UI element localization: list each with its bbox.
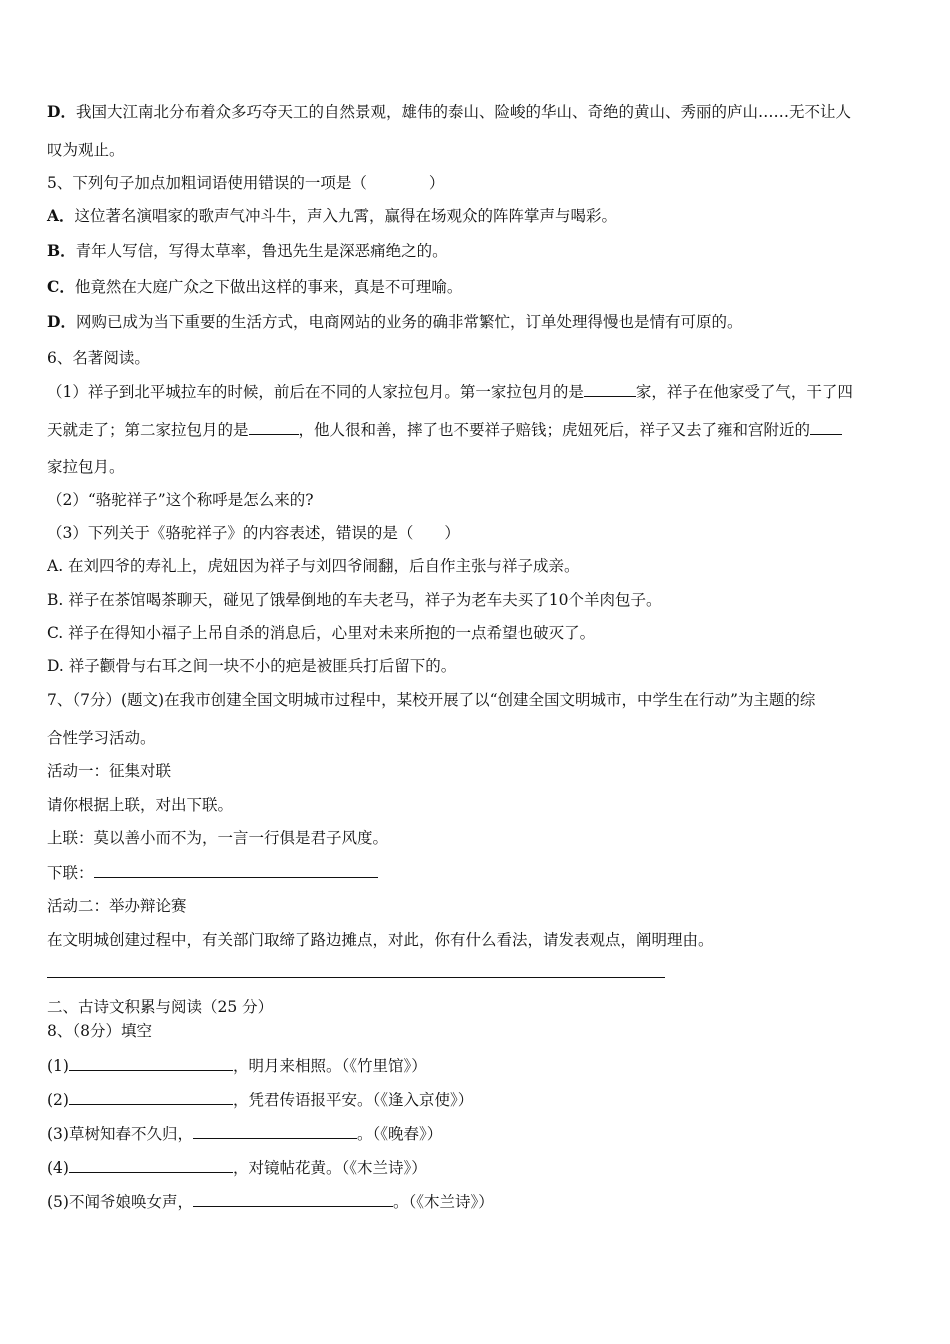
q8-stem: 8、（8分）填空: [47, 1022, 152, 1040]
answer-blank[interactable]: [810, 418, 842, 435]
q6-option-d: D. 祥子颧骨与右耳之间一块不小的疤是被匪兵打后留下的。: [47, 657, 457, 675]
q8-item-text: 。（《晚春》）: [356, 1125, 443, 1143]
q7-lower-label: 下联：: [47, 864, 94, 882]
q5-option-a-label: A．: [47, 206, 75, 225]
q8-item-3: [47, 1122, 442, 1145]
q8-item-2: [47, 1088, 473, 1111]
q6-part1-line2: [47, 418, 842, 441]
q6-stem: 6、名著阅读。: [47, 349, 150, 367]
q6-option-b: B. 祥子在茶馆喝茶聊天，碰见了饿晕倒地的车夫老马，祥子为老车夫买了10个羊肉包子。: [47, 591, 662, 609]
q8-item-number: (2): [47, 1091, 69, 1109]
q6-option-c: C. 祥子在得知小福子上吊自杀的消息后，心里对未来所抱的一点希望也破灭了。: [47, 624, 596, 642]
q5-option-c: [47, 276, 462, 298]
q7-lower-couplet: [47, 861, 378, 884]
q8-item-number: (3): [47, 1125, 69, 1143]
q6-part1-text-a: （1）祥子到北平城拉车的时候，前后在不同的人家拉包月。第一家拉包月的是: [47, 383, 584, 401]
q4-option-d: [47, 101, 851, 123]
q8-item-text: ，对镜帖花黄。（《木兰诗》）: [232, 1159, 427, 1177]
q8-item-prefix: 不闻爷娘唤女声，: [68, 1193, 193, 1211]
answer-blank[interactable]: [193, 1122, 357, 1139]
q6-part1-text-c: 天就走了；第二家拉包月的是: [47, 421, 249, 439]
q6-part1-text-b: 家，祥子在他家受了气，干了四: [635, 383, 853, 401]
q5-option-d-text: 网购已成为当下重要的生活方式，电商网站的业务的确非常繁忙，订单处理得慢也是情有可原的。: [75, 313, 743, 331]
q5-option-b-label: B．: [47, 241, 76, 260]
q8-item-number: (4): [47, 1159, 69, 1177]
q7-activity2-prompt: 在文明城创建过程中，有关部门取缔了路边摊点，对此，你有什么看法，请发表观点，阐明理由。: [47, 931, 714, 949]
q7-stem-cont: 合性学习活动。: [47, 729, 156, 747]
q6-part3: （3）下列关于《骆驼祥子》的内容表述，错误的是（ ）: [47, 524, 460, 542]
q6-part1-line3: 家拉包月。: [47, 458, 125, 476]
q7-activity1-title: 活动一：征集对联: [47, 762, 172, 780]
answer-blank[interactable]: [193, 1190, 393, 1207]
q7-upper-couplet: 上联：莫以善小而不为，一言一行俱是君子风度。: [47, 829, 389, 847]
answer-line[interactable]: [47, 977, 665, 978]
q8-item-text: ，凭君传语报平安。（《逢入京使》）: [232, 1091, 474, 1109]
q7-stem: 7、（7分）(题文)在我市创建全国文明城市过程中，某校开展了以“创建全国文明城市，中学生在行动”为主题的综: [47, 691, 816, 709]
q5-option-b: [47, 240, 448, 262]
q6-part2: （2）“骆驼祥子”这个称呼是怎么来的?: [47, 491, 314, 509]
q4-option-d-text: 我国大江南北分布着众多巧夺天工的自然景观，雄伟的泰山、险峻的华山、奇绝的黄山、秀丽的庐山……无不让人: [75, 103, 851, 121]
q4-option-d-cont: 叹为观止。: [47, 141, 125, 159]
q5-option-d: [47, 311, 742, 333]
section2-heading: 二、古诗文积累与阅读（25 分）: [47, 998, 274, 1016]
q5-option-c-text: 他竟然在大庭广众之下做出这样的事来，真是不可理喻。: [74, 278, 463, 296]
answer-blank[interactable]: [94, 861, 378, 878]
q8-item-5: [47, 1190, 494, 1213]
q8-item-4: [47, 1156, 427, 1179]
q5-option-d-label: D．: [47, 312, 76, 331]
q6-part1-text-d: ，他人很和善，摔了也不要祥子赔钱；虎妞死后，祥子又去了雍和宫附近的: [298, 421, 811, 439]
q8-item-prefix: 草树知春不久归，: [68, 1125, 193, 1143]
q7-activity2-title: 活动二：举办辩论赛: [47, 897, 187, 915]
q8-item-number: (5): [47, 1193, 69, 1211]
answer-blank[interactable]: [584, 380, 636, 397]
q4-option-d-label: D．: [47, 102, 76, 121]
q8-item-number: (1): [47, 1057, 69, 1075]
q8-item-text: ，明月来相照。（《竹里馆》）: [232, 1057, 427, 1075]
answer-blank[interactable]: [249, 418, 299, 435]
q5-option-c-label: C．: [47, 277, 75, 296]
answer-blank[interactable]: [69, 1054, 233, 1071]
q8-item-text: 。（《木兰诗》）: [392, 1193, 494, 1211]
q8-item-1: [47, 1054, 427, 1077]
q6-option-a: A. 在刘四爷的寿礼上，虎妞因为祥子与刘四爷闹翻，后自作主张与祥子成亲。: [47, 557, 580, 575]
q5-stem: 5、下列句子加点加粗词语使用错误的一项是（ ）: [47, 174, 445, 192]
q5-option-a-text: 这位著名演唱家的歌声气冲斗牛，声入九霄，赢得在场观众的阵阵掌声与喝彩。: [74, 207, 618, 225]
answer-blank[interactable]: [69, 1156, 233, 1173]
q6-part1-line1: [47, 380, 853, 403]
q7-activity1-prompt: 请你根据上联，对出下联。: [47, 796, 234, 814]
q5-option-a: [47, 205, 617, 227]
answer-blank[interactable]: [69, 1088, 233, 1105]
q5-option-b-text: 青年人写信，写得太草率，鲁迅先生是深恶痛绝之的。: [75, 242, 448, 260]
